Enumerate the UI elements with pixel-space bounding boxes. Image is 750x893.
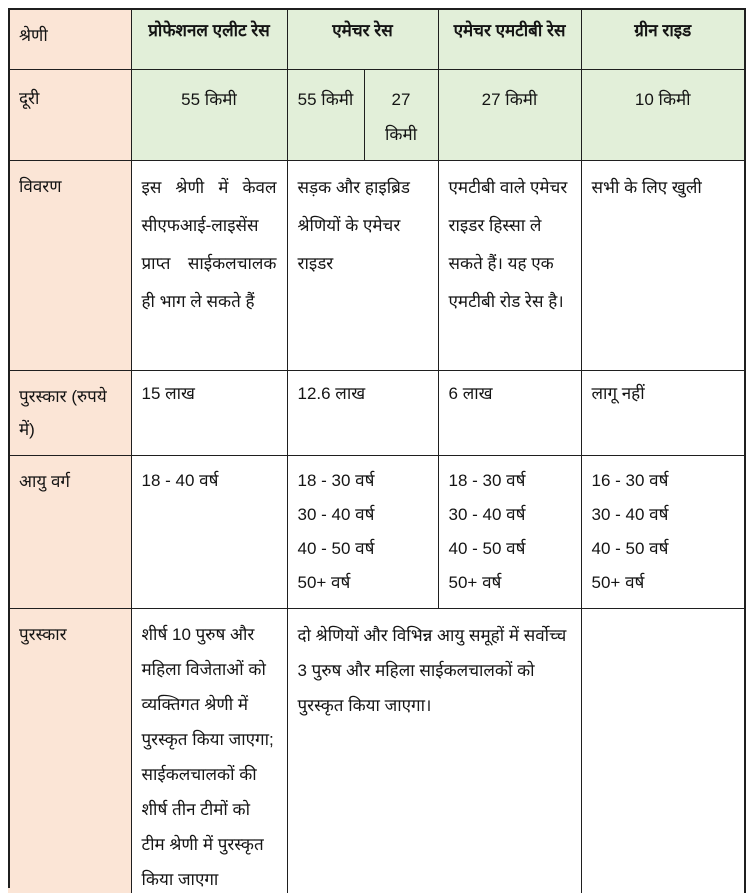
- table-row-header: [9, 9, 745, 69]
- age-range: 50+ वर्ष: [297, 572, 351, 592]
- age-range: 40 - 50 वर्ष: [448, 538, 526, 558]
- age-range: 40 - 50 वर्ष: [297, 538, 375, 558]
- distance-professional: 55 किमी: [131, 69, 287, 160]
- age-range: 18 - 30 वर्ष: [448, 470, 526, 490]
- age-range: 30 - 40 वर्ष: [591, 504, 669, 524]
- age-groups-amateur: [287, 455, 438, 608]
- age-range: 30 - 40 वर्ष: [448, 504, 526, 524]
- header-amateur-race: एमेचर रेस: [287, 9, 438, 69]
- prize-money-label: पुरस्कार (रुपये में): [9, 370, 131, 455]
- prize-money-professional: 15 लाख: [131, 370, 287, 455]
- details-amateur: सड़क और हाइब्रिड श्रेणियों के एमेचर राइडर: [287, 160, 438, 370]
- header-category: श्रेणी: [9, 9, 131, 69]
- age-range: 50+ वर्ष: [591, 572, 645, 592]
- age-groups-professional: [131, 455, 287, 608]
- table-row-prize-money: [9, 370, 745, 455]
- awards-paragraph: शीर्ष 10 पुरुष और महिला विजेताओं को व्यक्तिगत श्रेणी में पुरस्कृत किया जाएगा;: [141, 624, 274, 749]
- awards-label: पुरस्कार: [9, 608, 131, 893]
- race-categories-table: [8, 8, 746, 893]
- distance-amateur-alt: 27 किमी: [364, 69, 438, 160]
- age-range: 16 - 30 वर्ष: [591, 470, 669, 490]
- table-row-awards: [9, 608, 745, 893]
- age-groups-green-ride: [581, 455, 745, 608]
- distance-green-ride: 10 किमी: [581, 69, 745, 160]
- age-groups-label: आयु वर्ग: [9, 455, 131, 608]
- age-groups-amateur-mtb: [438, 455, 581, 608]
- distance-label: दूरी: [9, 69, 131, 160]
- details-label: विवरण: [9, 160, 131, 370]
- cutoff-next-row-strip: [8, 888, 130, 893]
- header-green-ride: ग्रीन राइड: [581, 9, 745, 69]
- details-amateur-mtb: एमटीबी वाले एमेचर राइडर हिस्सा ले सकते हैं। यह एक एमटीबी रोड रेस है।: [438, 160, 581, 370]
- distance-amateur-mtb: 27 किमी: [438, 69, 581, 160]
- header-professional-elite-race: प्रोफेशनल एलीट रेस: [131, 9, 287, 69]
- awards-paragraph: साईकलचालकों की शीर्ष तीन टीमों को टीम श्रेणी में पुरस्कृत किया जाएगा: [141, 764, 264, 889]
- age-range: 50+ वर्ष: [448, 572, 502, 592]
- table-row-age-groups: [9, 455, 745, 608]
- prize-money-amateur: 12.6 लाख: [287, 370, 438, 455]
- header-amateur-mtb-race: एमेचर एमटीबी रेस: [438, 9, 581, 69]
- age-range: 30 - 40 वर्ष: [297, 504, 375, 524]
- details-green-ride: सभी के लिए खुली: [581, 160, 745, 370]
- details-professional: इस श्रेणी में केवल सीएफआई-लाइसेंस प्राप्त साईकलचालक ही भाग ले सकते हैं: [131, 160, 287, 370]
- awards-green-ride: [581, 608, 745, 893]
- distance-amateur-road: 55 किमी: [287, 69, 364, 160]
- prize-money-green-ride: लागू नहीं: [581, 370, 745, 455]
- table-row-details: [9, 160, 745, 370]
- prize-money-amateur-mtb: 6 लाख: [438, 370, 581, 455]
- age-range: 18 - 40 वर्ष: [141, 470, 219, 490]
- age-range: 18 - 30 वर्ष: [297, 470, 375, 490]
- awards-professional: [131, 608, 287, 893]
- table-row-distance: [9, 69, 745, 160]
- age-range: 40 - 50 वर्ष: [591, 538, 669, 558]
- awards-amateur-and-mtb: दो श्रेणियों और विभिन्न आयु समूहों में सर्वोच्च 3 पुरुष और महिला साईकलचालकों को पुरस्कृत किया जाएगा।: [287, 608, 581, 893]
